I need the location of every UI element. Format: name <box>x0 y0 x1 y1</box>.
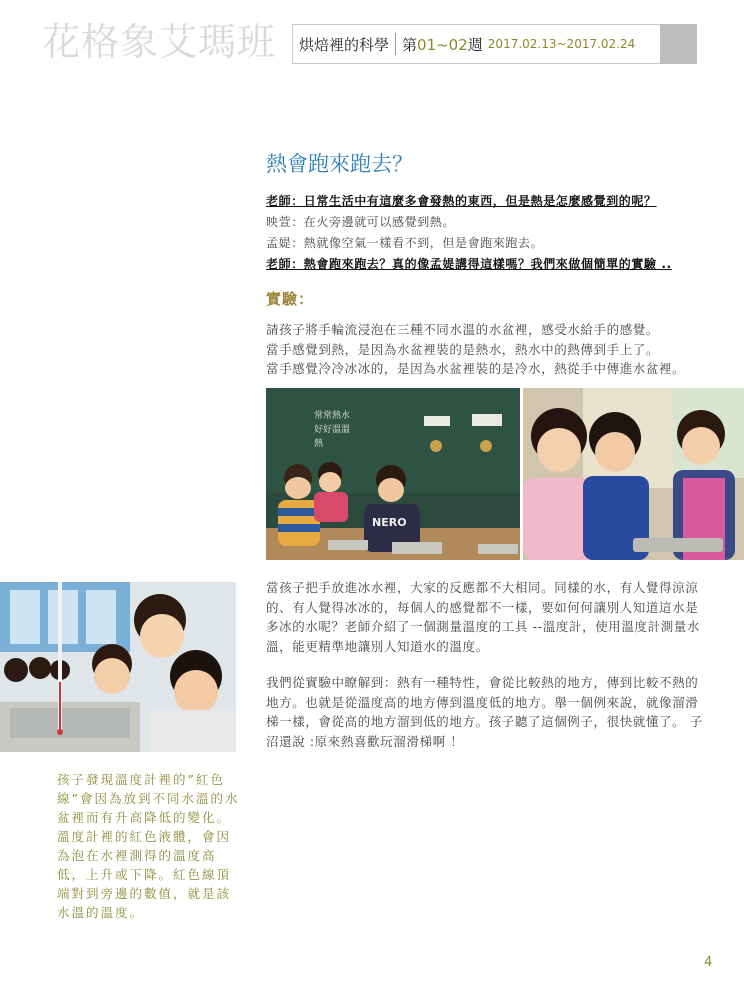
dialogue-line-child-2: 孟媞：熱就像空氣一樣看不到，但是會跑來跑去。 <box>266 236 544 250</box>
blackboard-line: 好好溫溫 <box>314 425 351 435</box>
header-divider <box>395 33 396 55</box>
dialogue-line-teacher-1: 老師：日常生活中有這麼多會發熱的東西，但是熱是怎麼感覺到的呢？ <box>266 194 657 208</box>
topic-label: 烘焙裡的科學 <box>299 35 390 54</box>
classroom-blackboard-photo <box>266 388 520 560</box>
school-name: 花格象艾瑪班 <box>42 20 277 64</box>
week-range: 01~02 <box>417 35 468 54</box>
dialogue-line-child-1: 映萱：在火旁邊就可以感覺到熱。 <box>266 215 456 229</box>
shirt-text: NERO <box>372 516 407 529</box>
paragraph-reaction: 當孩子把手放進冰水裡，大家的反應都不大相同。同樣的水，有人覺得涼涼的、有人覺得冰冰的，每個人的感覺都不一樣，要如何何讓別人知道這水是多冰的水呢？老師介紹了一個測量溫度的工具 --溫度計，使用溫度計測量水溫，能更精準地讓別人知道水的溫度。 <box>266 580 700 654</box>
page-title: 熱會跑來跑去？ <box>266 152 413 176</box>
paragraph-conclusion: 我們從實驗中瞭解到：熱有一種特性，會從比較熱的地方，傳到比較不熱的地方。也就是從溫度高的地方傳到溫度低的地方。舉一個例來說，就像溜滑梯一樣，會從高的地方溜到低的地方。孩子聽了這個例子，很快就懂了。 子沼還說 :原來熱喜歡玩溜滑梯啊 ！ <box>266 675 703 749</box>
page-number: 4 <box>704 955 713 970</box>
experiment-heading: 實驗： <box>266 290 315 308</box>
thermometer-photo <box>0 582 236 752</box>
experiment-line: 當手感覺冷冷冰冰的，是因為水盆裡裝的是冷水，熱從手中傳進水盆裡。 <box>266 361 686 376</box>
experiment-line: 請孩子將手輪流浸泡在三種不同水溫的水盆裡，感受水給手的感覺。 <box>266 322 660 337</box>
header-gray-block <box>660 24 697 64</box>
dialogue-line-teacher-2: 老師：熱會跑來跑去？真的像孟媞講得這樣嗎？我們來做個簡單的實驗 .. <box>266 257 672 271</box>
children-at-water-basin-photo <box>523 388 744 560</box>
header-box <box>292 24 662 64</box>
experiment-text <box>266 320 732 379</box>
blackboard-line: 熱 <box>314 439 324 449</box>
thermometer-caption: 孩子發現溫度計裡的”紅色線”會因為放到不同水溫的水盆裡而有升高降低的變化。溫度計裡的紅色液體，會因為泡在水裡測得的溫度高低，上升或下降。紅色線頂端對到旁邊的數值，就是該水溫的溫度。 <box>57 772 240 920</box>
week-label: 第01~02週 <box>402 35 483 54</box>
experiment-line: 當手感覺到熱，是因為水盆裡裝的是熱水，熱水中的熱傳到手上了。 <box>266 341 660 357</box>
blackboard-line: 常常熱水 <box>314 411 351 421</box>
date-range: 2017.02.13~2017.02.24 <box>487 37 636 51</box>
